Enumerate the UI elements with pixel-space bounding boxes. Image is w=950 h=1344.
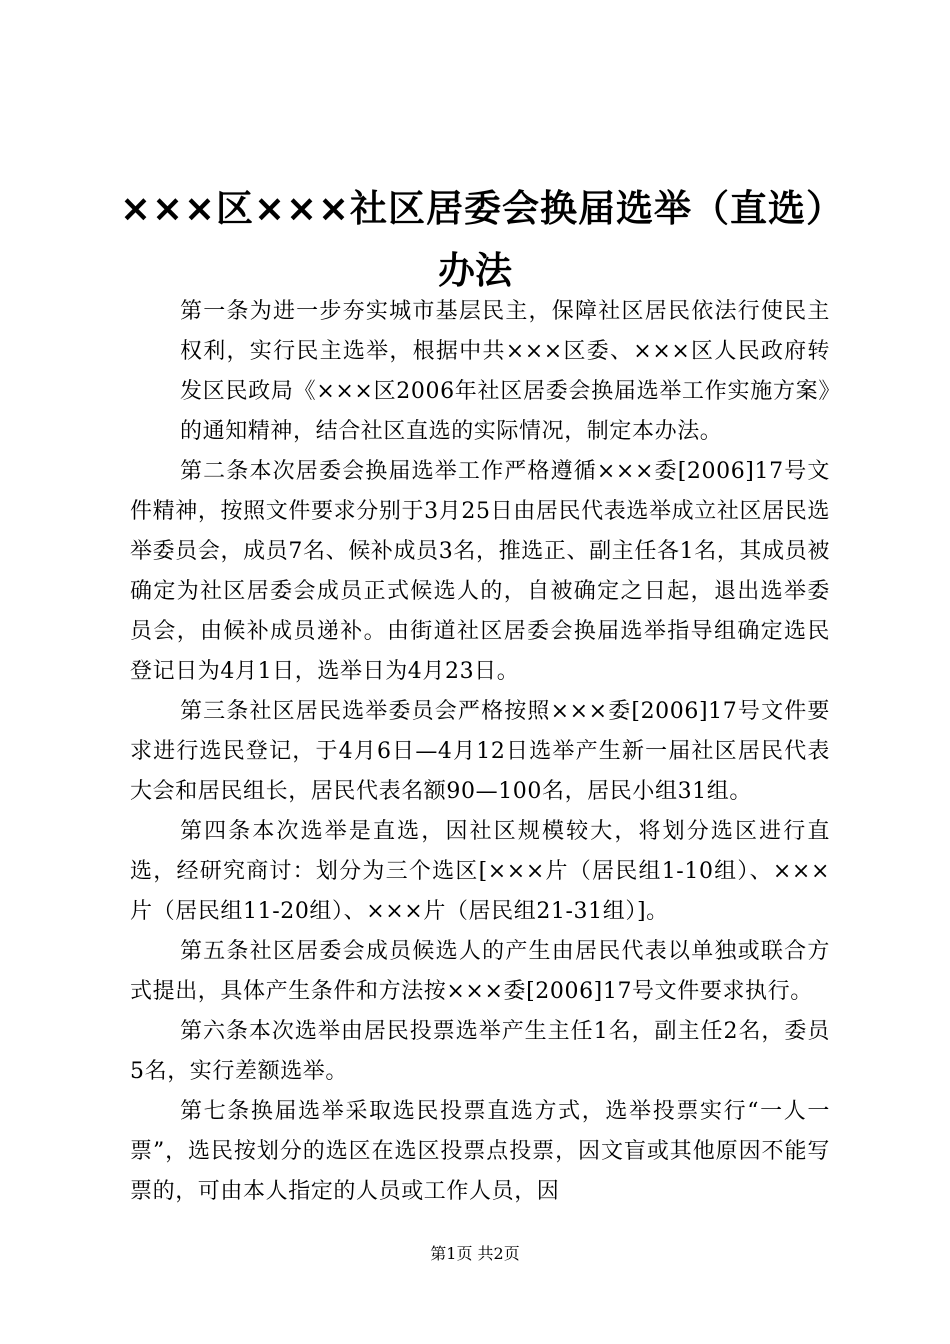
- document-body: [130, 292, 830, 1212]
- page-number-footer: 第1页 共2页: [430, 1244, 520, 1263]
- article-6: 第六条本次选举由居民投票选举产生主任1名，副主任2名，委员5名，实行差额选举。: [130, 1019, 830, 1084]
- document-title: ×××区×××社区居委会换届选举（直选）: [120, 187, 845, 230]
- article-5: 第五条社区居委会成员候选人的产生由居民代表以单独或联合方式提出，具体产生条件和方法按×××委[2006]17号文件要求执行。: [130, 939, 830, 1004]
- article-2: 第二条本次居委会换届选举工作严格遵循×××委[2006]17号文件精神，按照文件要求分别于3月25日由居民代表选举成立社区居民选举委员会，成员7名、候补成员3名，推选正、副主任各1名，其成员被确定为社区居委会成员正式候选人的，自被确定之日起，退出选举委员会，由候补成员递补。由街道社区居委会换届选举指导组确定选民登记日为4月1日，选举日为4月23日。: [130, 459, 830, 684]
- article-1: 第一条为进一步夯实城市基层民主，保障社区居民依法行使民主权利，实行民主选举，根据中共×××区委、×××区人民政府转发区民政局《×××区2006年社区居委会换届选举工作实施方案》的通知精神，结合社区直选的实际情况，制定本办法。: [180, 299, 830, 444]
- article-4: 第四条本次选举是直选，因社区规模较大，将划分选区进行直选，经研究商讨：划分为三个选区[×××片（居民组1-10组）、×××片（居民组11-20组）、×××片（居民组21-31组）]。: [130, 819, 830, 924]
- article-7: 第七条换届选举采取选民投票直选方式，选举投票实行“一人一票”，选民按划分的选区在选区投票点投票，因文盲或其他原因不能写票的，可由本人指定的人员或工作人员，因: [130, 1099, 830, 1204]
- article-3: 第三条社区居民选举委员会严格按照×××委[2006]17号文件要求进行选民登记，于4月6日—4月12日选举产生新一届社区居民代表大会和居民组长，居民代表名额90—100名，居民小组31组。: [130, 699, 830, 804]
- document-title-continuation: 办法: [438, 249, 512, 292]
